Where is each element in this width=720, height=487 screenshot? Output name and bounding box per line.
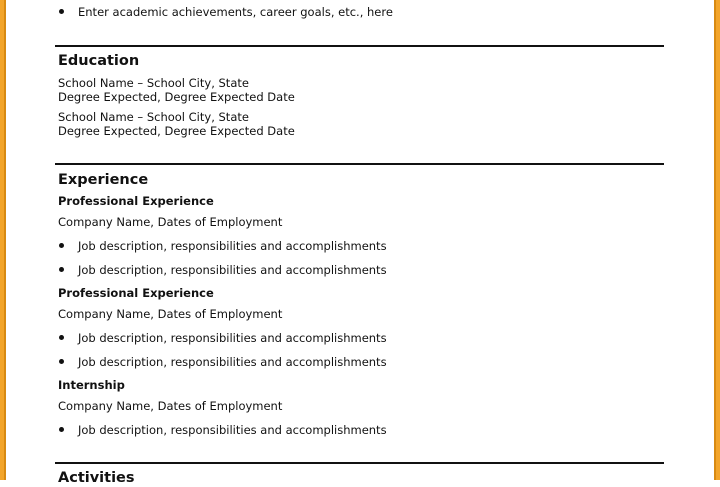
page-border-right xyxy=(714,0,720,480)
education-school: School Name – School City, State xyxy=(58,110,249,124)
job-company: Company Name, Dates of Employment xyxy=(58,307,283,321)
job-bullet: Job description, responsibilities and accomplishments xyxy=(78,239,387,253)
activities-heading: Activities xyxy=(58,470,135,486)
education-degree: Degree Expected, Degree Expected Date xyxy=(58,124,295,138)
education-degree: Degree Expected, Degree Expected Date xyxy=(58,90,295,104)
job-heading: Internship xyxy=(58,378,125,392)
bullet-icon xyxy=(59,267,64,272)
job-heading: Professional Experience xyxy=(58,286,214,300)
bullet-icon xyxy=(59,9,64,14)
job-bullet: Job description, responsibilities and accomplishments xyxy=(78,355,387,369)
experience-heading: Experience xyxy=(58,172,149,188)
job-heading: Professional Experience xyxy=(58,194,214,208)
section-divider xyxy=(55,45,664,47)
section-divider xyxy=(55,462,664,464)
job-company: Company Name, Dates of Employment xyxy=(58,399,283,413)
objective-bullet-text: Enter academic achievements, career goals, etc., here xyxy=(78,5,393,19)
education-heading: Education xyxy=(58,53,140,69)
section-divider xyxy=(55,163,664,165)
job-bullet: Job description, responsibilities and accomplishments xyxy=(78,331,387,345)
job-bullet: Job description, responsibilities and accomplishments xyxy=(78,263,387,277)
bullet-icon xyxy=(59,359,64,364)
job-company: Company Name, Dates of Employment xyxy=(58,215,283,229)
bullet-icon xyxy=(59,335,64,340)
page-border-left xyxy=(0,0,6,480)
job-bullet: Job description, responsibilities and accomplishments xyxy=(78,423,387,437)
bullet-icon xyxy=(59,243,64,248)
education-school: School Name – School City, State xyxy=(58,76,249,90)
bullet-icon xyxy=(59,427,64,432)
